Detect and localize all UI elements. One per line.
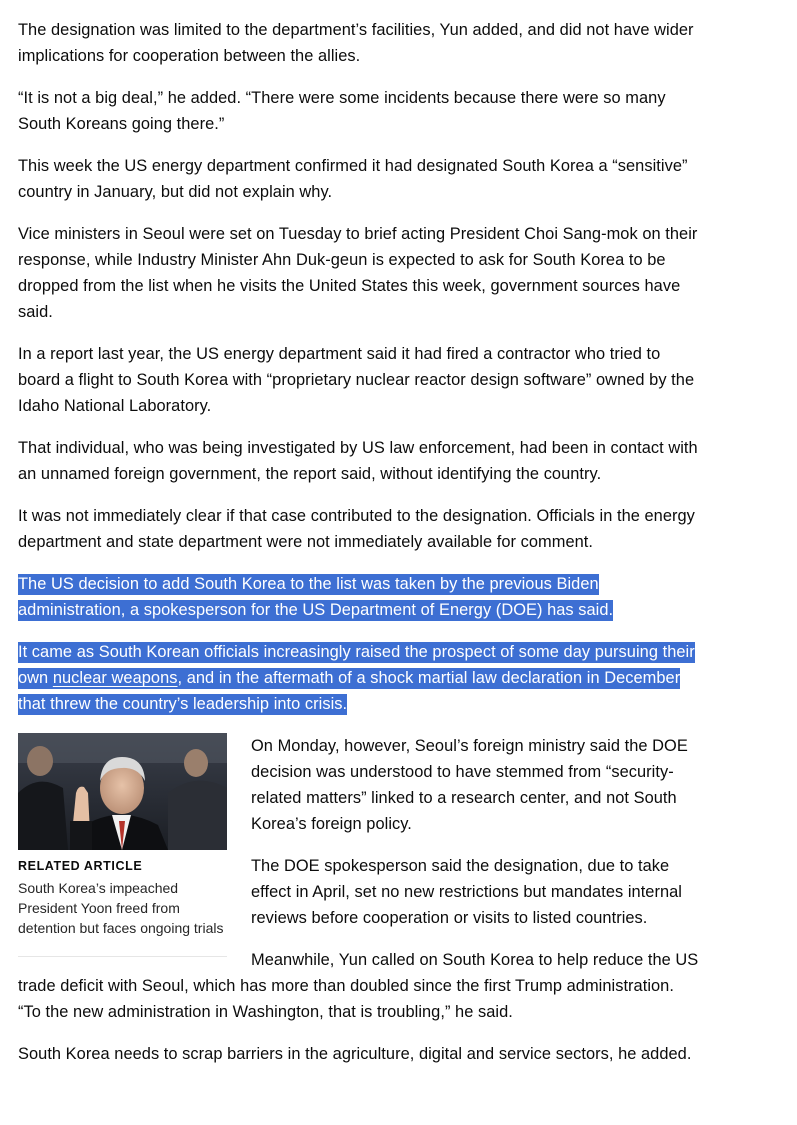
paragraph: On Monday, however, Seoul’s foreign ministry said the DOE decision was understood to have stemmed from “security-related matters” linked to a research center, and not South Korea’s foreign policy. [251,737,688,833]
paragraph-selected [18,639,700,717]
paragraph: Meanwhile, Yun called on South Korea to help reduce the US trade deficit with Seoul, which has more than doubled since the first Trump administration. “To the new administration in Washington, that is troubling,” he said. [18,951,699,1021]
related-article-title[interactable]: South Korea’s impeached President Yoon freed from detention but faces ongoing trials [18,880,224,936]
selected-text [18,642,695,715]
paragraph: South Korea needs to scrap barriers in the agriculture, digital and service sectors, he added. [18,1045,692,1063]
related-article-kicker: RELATED ARTICLE [18,859,143,873]
article-body [18,17,700,1083]
paragraph: It was not immediately clear if that case contributed to the designation. Officials in the energy department and state department were not immediately available for comment. [18,507,695,551]
related-article-card[interactable] [18,733,227,957]
paragraph: Vice ministers in Seoul were set on Tuesday to brief acting President Choi Sang-mok on their response, while Industry Minister Ahn Duk-geun is expected to ask for South Korea to be dropped from the list when he visits the United States this week, government sources have said. [18,225,698,321]
paragraph: “It is not a big deal,” he added. “There were some incidents because there were so many South Koreans going there.” [18,89,666,133]
selected-text: The US decision to add South Korea to the list was taken by the previous Biden administration, a spokesperson for the US Department of Energy (DOE) has said. [18,575,614,619]
paragraph-selected [18,571,700,623]
related-article-thumbnail[interactable] [18,733,227,850]
paragraph: The DOE spokesperson said the designation, due to take effect in April, set no new restrictions but mandates internal reviews before cooperation or visits to listed countries. [251,857,682,927]
paragraph: The designation was limited to the department’s facilities, Yun added, and did not have wider implications for cooperation between the allies. [18,21,694,65]
paragraph: In a report last year, the US energy department said it had fired a contractor who tried to board a flight to South Korea with “proprietary nuclear reactor design software” owned by the Idaho National Laboratory. [18,345,695,415]
paragraph: That individual, who was being investigated by US law enforcement, had been in contact with an unnamed foreign government, the report said, without identifying the country. [18,439,698,483]
paragraph: This week the US energy department confirmed it had designated South Korea a “sensitive” country in January, but did not explain why. [18,157,688,201]
paragraph-text: , and in the aftermath of a shock martial law declaration in December that threw the country’s leadership into crisis. [18,669,681,713]
nuclear-weapons-link[interactable]: nuclear weapons [52,669,178,687]
paragraph-text: It came as South Korean officials increasingly raised the prospect of some day pursuing their own [18,643,695,687]
related-section [18,733,700,1041]
